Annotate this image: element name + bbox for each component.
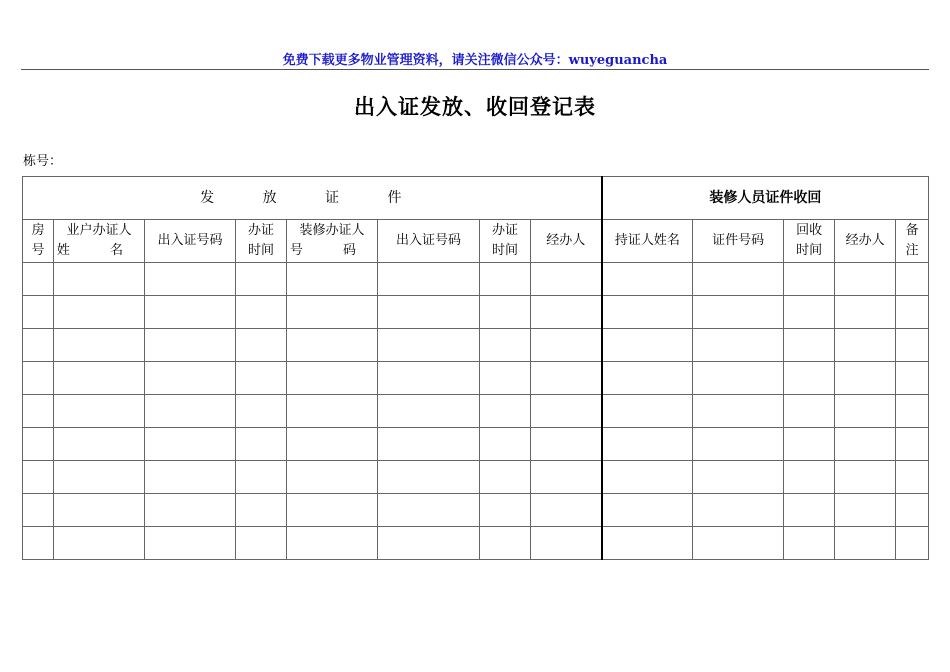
table-cell[interactable] [531,362,602,395]
table-cell[interactable] [236,263,287,296]
table-cell[interactable] [236,329,287,362]
table-cell[interactable] [896,362,929,395]
col-issue-time: 办证 时间 [236,220,287,263]
table-cell[interactable] [145,362,236,395]
table-cell[interactable] [145,461,236,494]
table-cell[interactable] [236,395,287,428]
table-cell[interactable] [480,461,531,494]
table-cell[interactable] [480,527,531,560]
col-recover-time: 回收 时间 [784,220,835,263]
table-cell[interactable] [784,527,835,560]
col-owner-name: 业户办证人 姓 名 [54,220,145,263]
table-cell[interactable] [480,263,531,296]
table-cell[interactable] [23,395,54,428]
table-cell[interactable] [602,263,693,296]
table-cell[interactable] [835,296,896,329]
table-cell[interactable] [693,461,784,494]
table-cell[interactable] [378,362,480,395]
table-cell[interactable] [693,494,784,527]
table-cell[interactable] [23,494,54,527]
col-pass-number-2: 出入证号码 [378,220,480,263]
table-cell[interactable] [54,428,145,461]
table-cell[interactable] [835,428,896,461]
table-cell[interactable] [378,296,480,329]
table-cell[interactable] [835,263,896,296]
table-row [23,494,929,527]
table-cell[interactable] [531,527,602,560]
table-cell[interactable] [602,362,693,395]
header-note: 免费下载更多物业管理资料，请关注微信公众号：wuyeguancha [282,53,668,68]
table-cell[interactable] [602,395,693,428]
table-cell[interactable] [378,461,480,494]
table-cell[interactable] [54,296,145,329]
table-cell[interactable] [145,263,236,296]
table-cell[interactable] [693,395,784,428]
table-cell[interactable] [896,461,929,494]
table-cell[interactable] [23,362,54,395]
table-cell[interactable] [23,461,54,494]
table-cell[interactable] [287,263,378,296]
table-cell[interactable] [602,527,693,560]
table-cell[interactable] [23,263,54,296]
table-cell[interactable] [531,428,602,461]
table-cell[interactable] [145,527,236,560]
table-row [23,395,929,428]
page-title: 出入证发放、收回登记表 [354,94,596,119]
col-issue-time-2: 办证 时间 [480,220,531,263]
table-cell[interactable] [378,263,480,296]
table-cell[interactable] [784,461,835,494]
header-divider [21,69,929,70]
table-cell[interactable] [480,329,531,362]
table-cell[interactable] [54,494,145,527]
table-cell[interactable] [693,428,784,461]
table-cell[interactable] [378,395,480,428]
table-cell[interactable] [287,329,378,362]
table-cell[interactable] [23,428,54,461]
table-cell[interactable] [480,395,531,428]
table-cell[interactable] [287,527,378,560]
table-cell[interactable] [236,428,287,461]
table-cell[interactable] [784,494,835,527]
col-note: 备 注 [896,220,929,263]
table-cell[interactable] [896,296,929,329]
table-row [23,461,929,494]
table-cell[interactable] [602,461,693,494]
table-cell[interactable] [602,428,693,461]
table-cell[interactable] [896,395,929,428]
table-cell[interactable] [480,296,531,329]
table-cell[interactable] [287,461,378,494]
table-cell[interactable] [835,494,896,527]
table-cell[interactable] [145,494,236,527]
table-cell[interactable] [378,494,480,527]
table-cell[interactable] [531,395,602,428]
table-cell[interactable] [896,527,929,560]
table-cell[interactable] [145,395,236,428]
table-cell[interactable] [693,527,784,560]
table-cell[interactable] [896,428,929,461]
table-cell[interactable] [54,362,145,395]
section-recover-header: 装修人员证件收回 [602,177,929,220]
building-number-label: 栋号： [23,154,63,169]
table-cell[interactable] [784,362,835,395]
table-cell[interactable] [896,329,929,362]
table-cell[interactable] [896,263,929,296]
table-cell[interactable] [54,263,145,296]
table-row [23,329,929,362]
table-cell[interactable] [54,395,145,428]
table-cell[interactable] [145,296,236,329]
table-cell[interactable] [784,329,835,362]
table-cell[interactable] [54,329,145,362]
table-cell[interactable] [480,428,531,461]
table-cell[interactable] [784,428,835,461]
col-cert-number: 证件号码 [693,220,784,263]
table-cell[interactable] [531,461,602,494]
table-cell[interactable] [54,527,145,560]
table-row [23,263,929,296]
table-cell[interactable] [835,362,896,395]
table-cell[interactable] [236,296,287,329]
col-room-number: 房 号 [23,220,54,263]
table-cell[interactable] [835,527,896,560]
col-worker-number: 装修办证人 号 码 [287,220,378,263]
table-cell[interactable] [693,296,784,329]
table-cell[interactable] [287,395,378,428]
col-holder-name: 持证人姓名 [602,220,693,263]
registration-table [22,176,929,560]
table-cell[interactable] [693,362,784,395]
table-cell[interactable] [531,263,602,296]
table-cell[interactable] [784,296,835,329]
table-cell[interactable] [236,527,287,560]
table-cell[interactable] [531,329,602,362]
table-cell[interactable] [378,527,480,560]
table-cell[interactable] [54,461,145,494]
table-cell[interactable] [378,428,480,461]
table-cell[interactable] [287,362,378,395]
table-cell[interactable] [480,494,531,527]
table-cell[interactable] [145,428,236,461]
section-issue-header: 发 放 证 件 [23,177,602,220]
table-cell[interactable] [602,329,693,362]
table-cell[interactable] [378,329,480,362]
table-cell[interactable] [287,296,378,329]
table-cell[interactable] [835,461,896,494]
table-row [23,296,929,329]
table-cell[interactable] [896,494,929,527]
table-cell[interactable] [531,494,602,527]
table-cell[interactable] [480,362,531,395]
table-cell[interactable] [693,263,784,296]
table-cell[interactable] [835,395,896,428]
table-cell[interactable] [287,428,378,461]
table-cell[interactable] [23,527,54,560]
table-cell[interactable] [23,296,54,329]
table-cell[interactable] [236,362,287,395]
table-cell[interactable] [23,329,54,362]
col-handler: 经办人 [531,220,602,263]
col-handler-2: 经办人 [835,220,896,263]
table-row [23,527,929,560]
table-row [23,428,929,461]
table-cell[interactable] [236,494,287,527]
table-cell[interactable] [784,395,835,428]
table-row [23,362,929,395]
table-cell[interactable] [145,329,236,362]
table-cell[interactable] [602,494,693,527]
col-pass-number: 出入证号码 [145,220,236,263]
table-cell[interactable] [602,296,693,329]
table-cell[interactable] [531,296,602,329]
table-cell[interactable] [287,494,378,527]
table-cell[interactable] [835,329,896,362]
table-cell[interactable] [236,461,287,494]
table-cell[interactable] [693,329,784,362]
table-cell[interactable] [784,263,835,296]
